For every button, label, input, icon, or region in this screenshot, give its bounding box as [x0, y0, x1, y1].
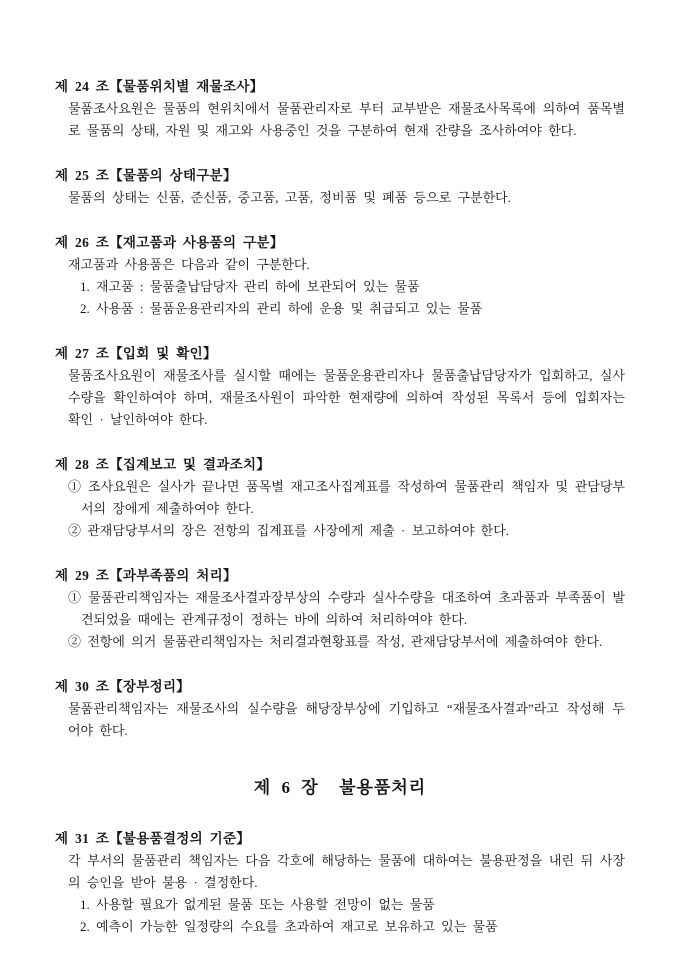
article-31-list-item-2: 2. 예측이 가능한 일정량의 수요를 초과하여 재고로 보유하고 있는 물품: [80, 919, 498, 934]
article-28-heading: 제 28 조【집계보고 및 결과조치】: [55, 457, 271, 472]
article-31-list-item-1: 1. 사용할 필요가 없게된 물품 또는 사용할 전망이 없는 물품: [80, 897, 435, 912]
article-30: [55, 676, 625, 742]
article-29-heading: 제 29 조【과부족품의 처리】: [55, 568, 237, 583]
article-30-body: 물품관리책임자는 재물조사의 실수량을 해당장부상에 기입하고 “재물조사결과”라고 작성해 두어야 한다.: [68, 701, 625, 738]
article-25-heading: 제 25 조【물품의 상태구분】: [55, 168, 237, 183]
article-29: [55, 565, 625, 653]
article-26-heading: 제 26 조【재고품과 사용품의 구분】: [55, 235, 284, 250]
article-29-clause-2: ② 전항에 의거 물품관리책임자는 처리결과현황표를 작성, 관재담당부서에 제출하여야 한다.: [68, 634, 603, 649]
article-26-list-item-2: 2. 사용품 : 물품운용관리자의 관리 하에 운용 및 취급되고 있는 물품: [80, 301, 483, 316]
chapter-6-heading: 제 6 장 불용품처리: [253, 778, 427, 797]
article-31-body: 각 부서의 물품관리 책임자는 다음 각호에 해당하는 물품에 대하여는 불용판정을 내린 뒤 사장의 승인을 받아 불용 · 결정한다.: [68, 853, 625, 890]
article-24-body: 물품조사요원은 물품의 현위치에서 물품관리자로 부터 교부받은 재물조사목록에 의하여 품목별로 물품의 상태, 자원 및 재고와 사용중인 것을 구분하여 현재 잔량을 조사하여야 한다.: [68, 101, 625, 138]
article-27-body: 물품조사요원이 재물조사를 실시할 때에는 물품운용관리자나 물품출납담당자가 입회하고, 실사수량을 확인하여야 하며, 재물조사원이 파악한 현재량에 의하여 작성된 목록서 등에 입회자는 확인 · 날인하여야 한다.: [68, 368, 625, 427]
article-25: [55, 165, 625, 209]
article-26: [55, 232, 625, 320]
article-29-clause-1: ① 물품관리책임자는 재물조사결과장부상의 수량과 실사수량을 대조하여 초과품과 부족품이 발견되었을 때에는 관계규정이 정하는 바에 의하여 처리하여야 한다.: [68, 590, 625, 627]
article-24: [55, 76, 625, 142]
article-28: [55, 454, 625, 542]
article-28-clause-1: ① 조사요원은 실사가 끝나면 품목별 재고조사집계표를 작성하여 물품관리 책임자 및 관담당부서의 장에게 제출하여야 한다.: [68, 479, 625, 516]
article-27: [55, 343, 625, 431]
article-26-list-item-1: 1. 재고품 : 물품출납담당자 관리 하에 보관되어 있는 물품: [80, 279, 420, 294]
article-31: [55, 828, 625, 938]
article-28-clause-2: ② 관재담당부서의 장은 전항의 집계표를 사장에게 제출 · 보고하여야 한다.: [68, 523, 510, 538]
article-30-heading: 제 30 조【장부정리】: [55, 679, 191, 694]
article-26-body: 재고품과 사용품은 다음과 같이 구분한다.: [68, 257, 310, 272]
article-25-body: 물품의 상태는 신품, 준신품, 중고품, 고품, 정비품 및 폐품 등으로 구분한다.: [68, 190, 511, 205]
article-31-heading: 제 31 조【불용품결정의 기준】: [55, 831, 251, 846]
article-27-heading: 제 27 조【입회 및 확인】: [55, 346, 217, 361]
article-24-heading: 제 24 조【물품위치별 재물조사】: [55, 79, 264, 94]
